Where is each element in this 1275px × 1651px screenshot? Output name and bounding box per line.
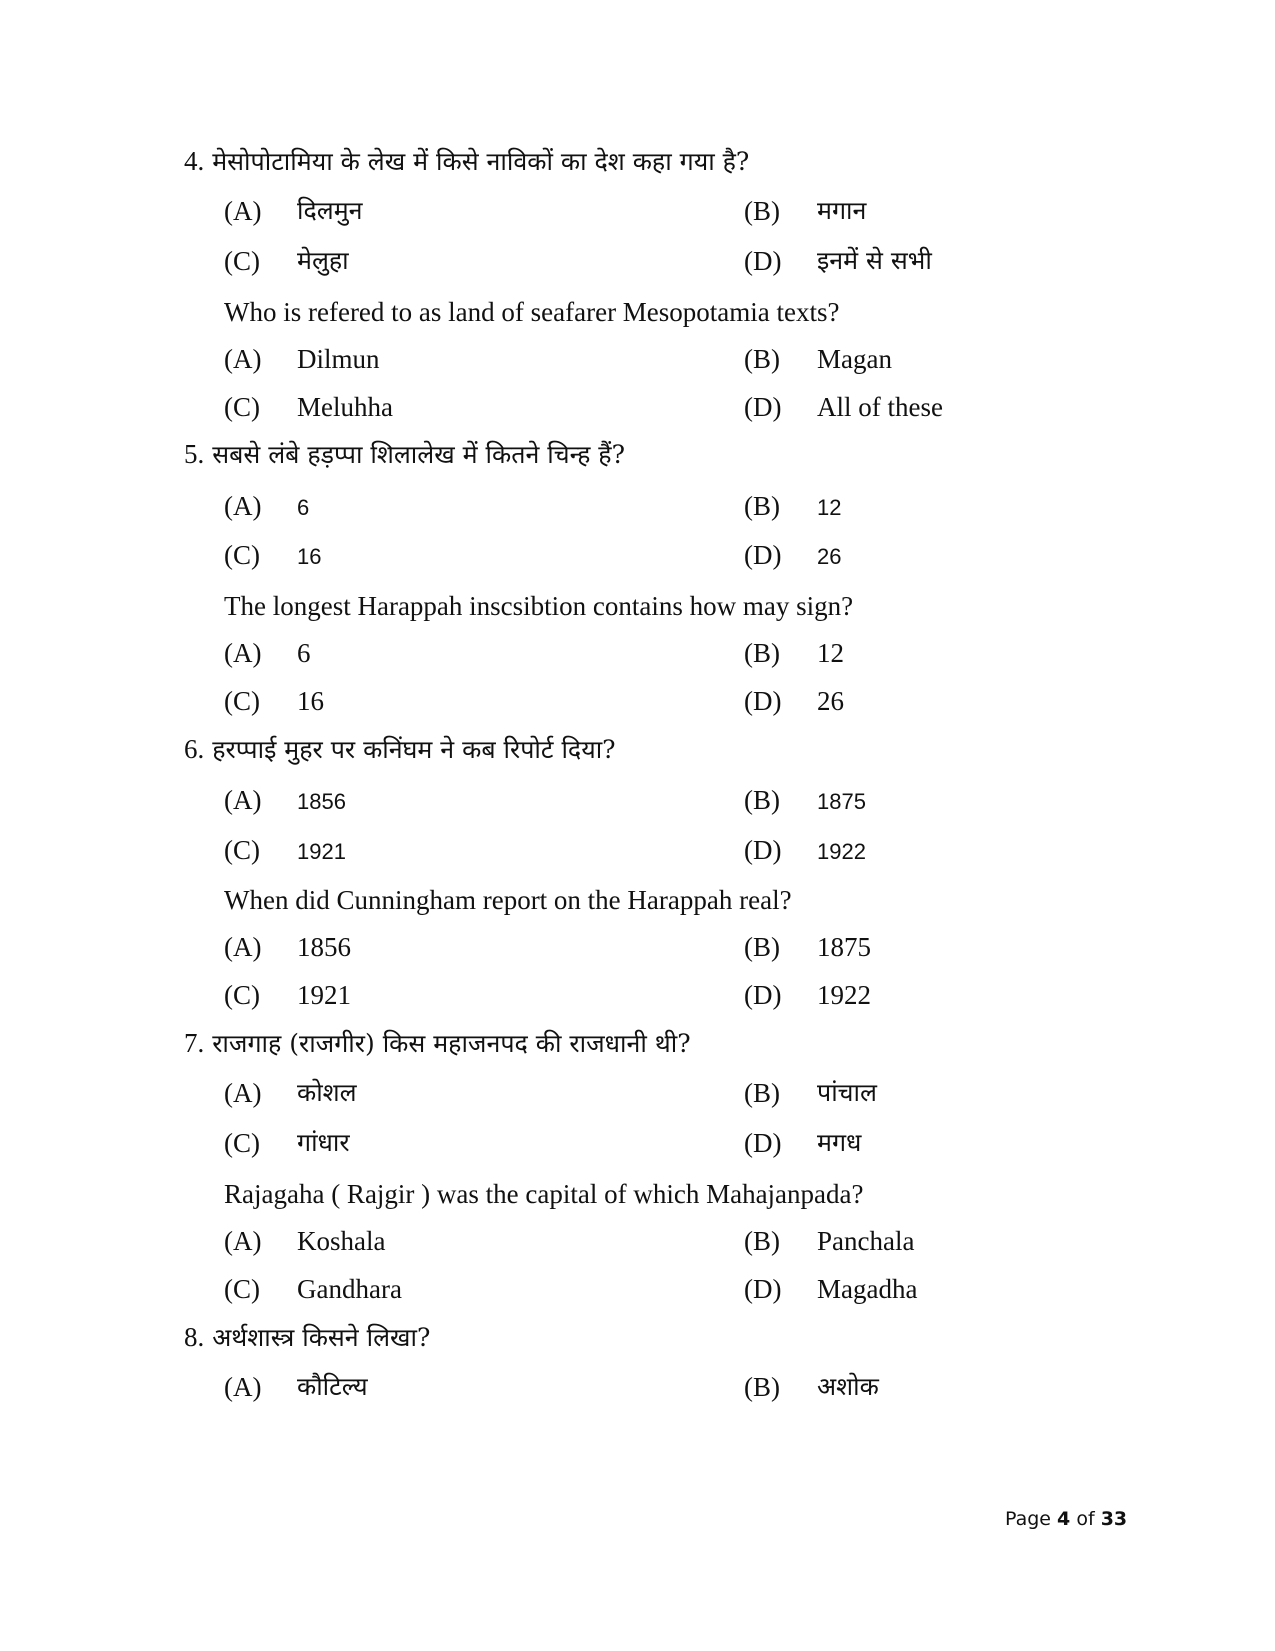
question-7-hindi xyxy=(184,1030,691,1057)
exam-page: 4. मेसोपोटामिया के लेख में किसे नाविकों का देश कहा गया है? (A) दिलमुन (B) मगान (C) मेलुहा (D) इनमें से सभी Who is refered to as land of seafarer Mesopotamia texts? (A) Dilmun (B) Magan (C) Meluhha (D) All of these 5. सबसे लंबे हड़प्पा शिलालेख में कितने चिन्ह हैं? (A) 6 (B) 12 (C) 16 (D) 26 The longest Harappah inscsibtion contains how may sign? (A) 6 (B) 12 (C) 16 (D) 26 6. हरप्पाई मुहर पर कनिंघम ने कब रिपोर्ट दिया? (A) 1856 (B) 1875 (C) 1921 (D) 1922 When did Cunningham report on the Harappah real? (A) 1856 (B) 1875 (C) 1921 (D) 1922 7. राजगाह (राजगीर) किस महाजनपद की राजधानी थी? (A) कोशल (B) पांचाल (C) गांधार (D) मगध Rajagaha ( Rajgir ) was the capital of which Mahajanpada? (A) Koshala (B) Panchala (C) Gandhara (D) Magadha 8. अर्थशास्त्र किसने लिखा? (A) कौटिल्य (B) अशोक Page 4 of 33 xyxy=(184,146,1128,1530)
question-number: 5. xyxy=(184,439,205,469)
question-5-hindi xyxy=(184,441,625,468)
question-text: मेसोपोटामिया के लेख में किसे नाविकों का देश कहा गया है? xyxy=(212,147,750,176)
question-4-hindi xyxy=(184,148,749,175)
question-7-english: Rajagaha ( Rajgir ) was the capital of which Mahajanpada? xyxy=(224,1179,864,1209)
question-number: 4. xyxy=(184,146,205,176)
question-4-english: Who is refered to as land of seafarer Mesopotamia texts? xyxy=(224,297,840,327)
question-8-hindi xyxy=(184,1324,430,1351)
question-text: हरप्पाई मुहर पर कनिंघम ने कब रिपोर्ट दिया? xyxy=(212,735,616,764)
question-6-english: When did Cunningham report on the Harappah real? xyxy=(224,885,792,915)
page-of: of xyxy=(1076,1508,1095,1530)
page-total: 33 xyxy=(1100,1508,1128,1530)
question-6-hindi xyxy=(184,736,616,763)
page-prefix: Page xyxy=(1005,1508,1051,1530)
question-5-english: The longest Harappah inscsibtion contains how may sign? xyxy=(224,591,854,621)
question-number: 7. xyxy=(184,1028,205,1058)
page-current: 4 xyxy=(1057,1508,1071,1530)
question-text: अर्थशास्त्र किसने लिखा? xyxy=(212,1323,431,1352)
page-number xyxy=(1005,1508,1127,1530)
question-text: सबसे लंबे हड़प्पा शिलालेख में कितने चिन्ह हैं? xyxy=(212,440,625,469)
question-number: 8. xyxy=(184,1322,205,1352)
question-text: राजगाह (राजगीर) किस महाजनपद की राजधानी थी? xyxy=(212,1029,691,1058)
question-number: 6. xyxy=(184,734,205,764)
